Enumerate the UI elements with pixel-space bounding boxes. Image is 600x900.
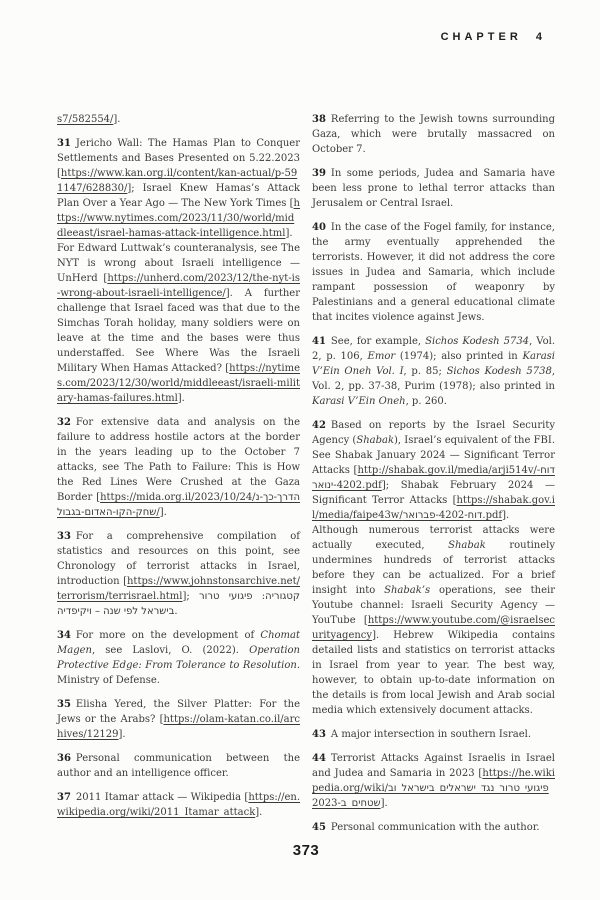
- note-number: 37: [57, 792, 71, 803]
- note-text: Referring to the Jewish towns surrounding Gaza, which were brutally massacred on October 7.: [312, 114, 555, 155]
- endnote-43: [312, 727, 555, 742]
- note-text: , Vol. 2, pp. 37-38, Purim (1978); also printed in: [312, 366, 556, 392]
- note-number: 44: [312, 753, 326, 764]
- note-text: operations, see their Youtube channel: Israeli Security Agency — YouTube [: [312, 585, 555, 626]
- note-text: , Vol. 2, p. 106,: [312, 336, 555, 362]
- url-link[interactable]: https://nytimes.com/2023/12/30/world/middleeast/israeli-military-hamas-failures.html: [57, 363, 300, 404]
- url-link[interactable]: https://en.wikipedia.org/wiki/2011_Itamar_attack: [57, 792, 300, 818]
- note-number: 43: [312, 729, 326, 740]
- page-number: 373: [292, 842, 320, 859]
- endnote-39: [312, 166, 555, 211]
- italic-title: Shabak: [448, 540, 486, 551]
- endnote-42: [312, 418, 555, 718]
- note-text: Terrorist Attacks Against Israelis in Israel and Judea and Samaria in 2023 [: [312, 753, 555, 779]
- note-text: ]. A further challenge that Israel faced was that due to the Simchas Torah holiday, many soldiers were on leave at the time and the bases were thus understaffed. See Where Was the Israeli Military When Hamas Attacked? [: [57, 288, 300, 374]
- endnote-35: [57, 697, 300, 742]
- note-number: 38: [312, 114, 326, 125]
- url-link[interactable]: https://www.kan.org.il/content/kan-actual/p-591147/628830/: [57, 168, 298, 194]
- endnote-continuation: [57, 112, 300, 127]
- italic-title: Chomat Magen: [57, 630, 300, 656]
- note-text: ]. For Edward Luttwak’s counteranalysis, see The NYT is wrong about Israeli intelligence — UnHerd [: [57, 228, 300, 284]
- note-number: 31: [57, 138, 71, 149]
- url-link[interactable]: https://www.youtube.com/@israelsecurityagency: [312, 615, 555, 641]
- url-link[interactable]: https://www.nytimes.com/2023/11/30/world/middleeast/israel-hamas-attack-intelligence.html: [57, 198, 300, 239]
- note-number: 40: [312, 222, 326, 233]
- endnote-38: [312, 112, 555, 157]
- endnotes-columns: [57, 112, 555, 844]
- note-text: ].: [159, 507, 167, 518]
- note-text: ]. Hebrew Wikipedia contains detailed lists and statistics on terrorist attacks in Israel from year to year. The best way, however, to obtain up-to-date information on the details is from local Jewish and Arab social media which extensively document attacks.: [312, 630, 555, 716]
- note-text: For a comprehensive compilation of statistics and resources on this point, see Chronology of terrorist attacks in Israel, introduction [: [57, 531, 300, 587]
- note-text: ]. Although numerous terrorist attacks were actually executed,: [312, 510, 555, 551]
- note-text: A major intersection in southern Israel.: [330, 729, 532, 740]
- note-text: ].: [380, 798, 388, 809]
- endnote-34: [57, 628, 300, 688]
- note-text: 2011 Itamar attack — Wikipedia [: [75, 792, 249, 803]
- note-text: ].: [255, 807, 263, 818]
- note-number: 32: [57, 417, 71, 428]
- note-text: , p. 85;: [403, 366, 447, 377]
- chapter-header: CHAPTER 4: [440, 31, 546, 43]
- url-link[interactable]: https://mida.org.il/2023/10/24/הדרך-כך-נשחק-הקו-האדום-בגבול/: [57, 492, 300, 518]
- italic-title: Shabak: [356, 435, 395, 446]
- endnotes-column-right: [312, 112, 555, 844]
- italic-title: Shabak’s: [384, 585, 431, 596]
- endnotes-column-left: [57, 112, 300, 844]
- note-text: (1974); also printed in: [395, 351, 523, 362]
- note-text: ]; Shabak February 2024 — Significant Terror Attacks [: [312, 480, 555, 506]
- italic-title: Sichos Kodesh 5738: [446, 366, 552, 377]
- note-text: ), Israel’s equivalent of the FBI. See Shabak January 2024 — Significant Terror Attacks [: [312, 435, 556, 476]
- note-text: קטגוריה: פיגועי טרור בישראל לפי שנה – ויקיפדיה.: [57, 591, 301, 617]
- note-text: For extensive data and analysis on the failure to address hostile actors at the border in the years leading up to the October 7 attacks, see The Path to Failure: This is How the Red Lines Were Crushed at the Gaza Border [: [57, 417, 300, 503]
- italic-title: Karasi V’Ein Oneh: [312, 396, 406, 407]
- url-link[interactable]: https://olam-katan.co.il/archives/12129: [57, 714, 300, 740]
- endnote-40: [312, 220, 555, 325]
- url-link[interactable]: https://he.wikipedia.org/wiki/פיגועי_טרור_נגד_ישראלים_בישראל_ובשטחים_ב-2023: [312, 768, 555, 809]
- endnote-45: [312, 820, 555, 835]
- endnote-31: [57, 136, 300, 406]
- italic-title: Operation Protective Edge: From Tolerance to Resolution: [57, 645, 300, 671]
- italic-title: Karasi V’Ein Oneh Vol. I: [312, 351, 555, 377]
- note-text: . Ministry of Defense.: [57, 660, 300, 686]
- note-number: 39: [312, 168, 326, 179]
- note-text: ];: [182, 591, 199, 602]
- url-link[interactable]: s7/582554/: [57, 114, 114, 125]
- italic-title: Emor: [367, 351, 396, 362]
- note-text: routinely undermines hundreds of terrorist attacks before they can be actualized. For a brief insight into: [312, 540, 556, 596]
- note-number: 36: [57, 753, 71, 764]
- note-text: Based on reports by the Israel Security Agency (: [312, 420, 555, 446]
- note-text: Elisha Yered, the Silver Platter: For the Jews or the Arabs? [: [57, 699, 300, 725]
- url-link[interactable]: https://www.johnstonsarchive.net/terrorism/terrisrael.html: [57, 576, 300, 602]
- note-number: 35: [57, 699, 71, 710]
- note-text: For more on the development of: [75, 630, 261, 641]
- note-number: 33: [57, 531, 71, 542]
- note-text: ].: [177, 393, 185, 404]
- note-number: 34: [57, 630, 71, 641]
- note-text: See, for example,: [330, 336, 426, 347]
- note-text: ].: [113, 114, 121, 125]
- endnote-41: [312, 334, 555, 409]
- url-link[interactable]: https://unherd.com/2023/12/the-nyt-is-wrong-about-israeli-intelligence/: [57, 273, 300, 299]
- note-text: , see Laslovi, O. (2022).: [91, 645, 250, 656]
- endnote-32: [57, 415, 300, 520]
- note-number: 42: [312, 420, 326, 431]
- note-text: Personal communication between the author and an intelligence officer.: [57, 753, 300, 779]
- endnote-36: [57, 751, 300, 781]
- note-text: ].: [118, 729, 126, 740]
- note-number: 41: [312, 336, 326, 347]
- endnote-37: [57, 790, 300, 820]
- italic-title: Sichos Kodesh 5734: [425, 336, 530, 347]
- endnote-33: [57, 529, 300, 619]
- endnote-44: [312, 751, 555, 811]
- note-number: 45: [312, 822, 326, 833]
- note-text: Personal communication with the author.: [330, 822, 540, 833]
- note-text: Jericho Wall: The Hamas Plan to Conquer Settlements and Bases Presented on 5.22.2023 [: [57, 138, 300, 179]
- note-text: ]; Israel Knew Hamas’s Attack Plan Over a Year Ago — The New York Times [: [57, 183, 300, 209]
- note-text: In the case of the Fogel family, for instance, the army eventually apprehended the terrorists. However, it did not address the core issues in Judea and Samaria, which include rampant possession of weaponry by Palestinians and a general educational climate that incites violence against Jews.: [312, 222, 555, 323]
- note-text: , p. 260.: [405, 396, 447, 407]
- url-link[interactable]: https://shabak.gov.il/media/faipe43w/דוח-4202-פברואר.pdf: [312, 495, 555, 521]
- url-link[interactable]: http://shabak.gov.il/media/arji514v/דוח-4202-ינואר.pdf: [312, 465, 555, 491]
- note-text: In some periods, Judea and Samaria have been less prone to lethal terror attacks than Jerusalem or Central Israel.: [312, 168, 555, 209]
